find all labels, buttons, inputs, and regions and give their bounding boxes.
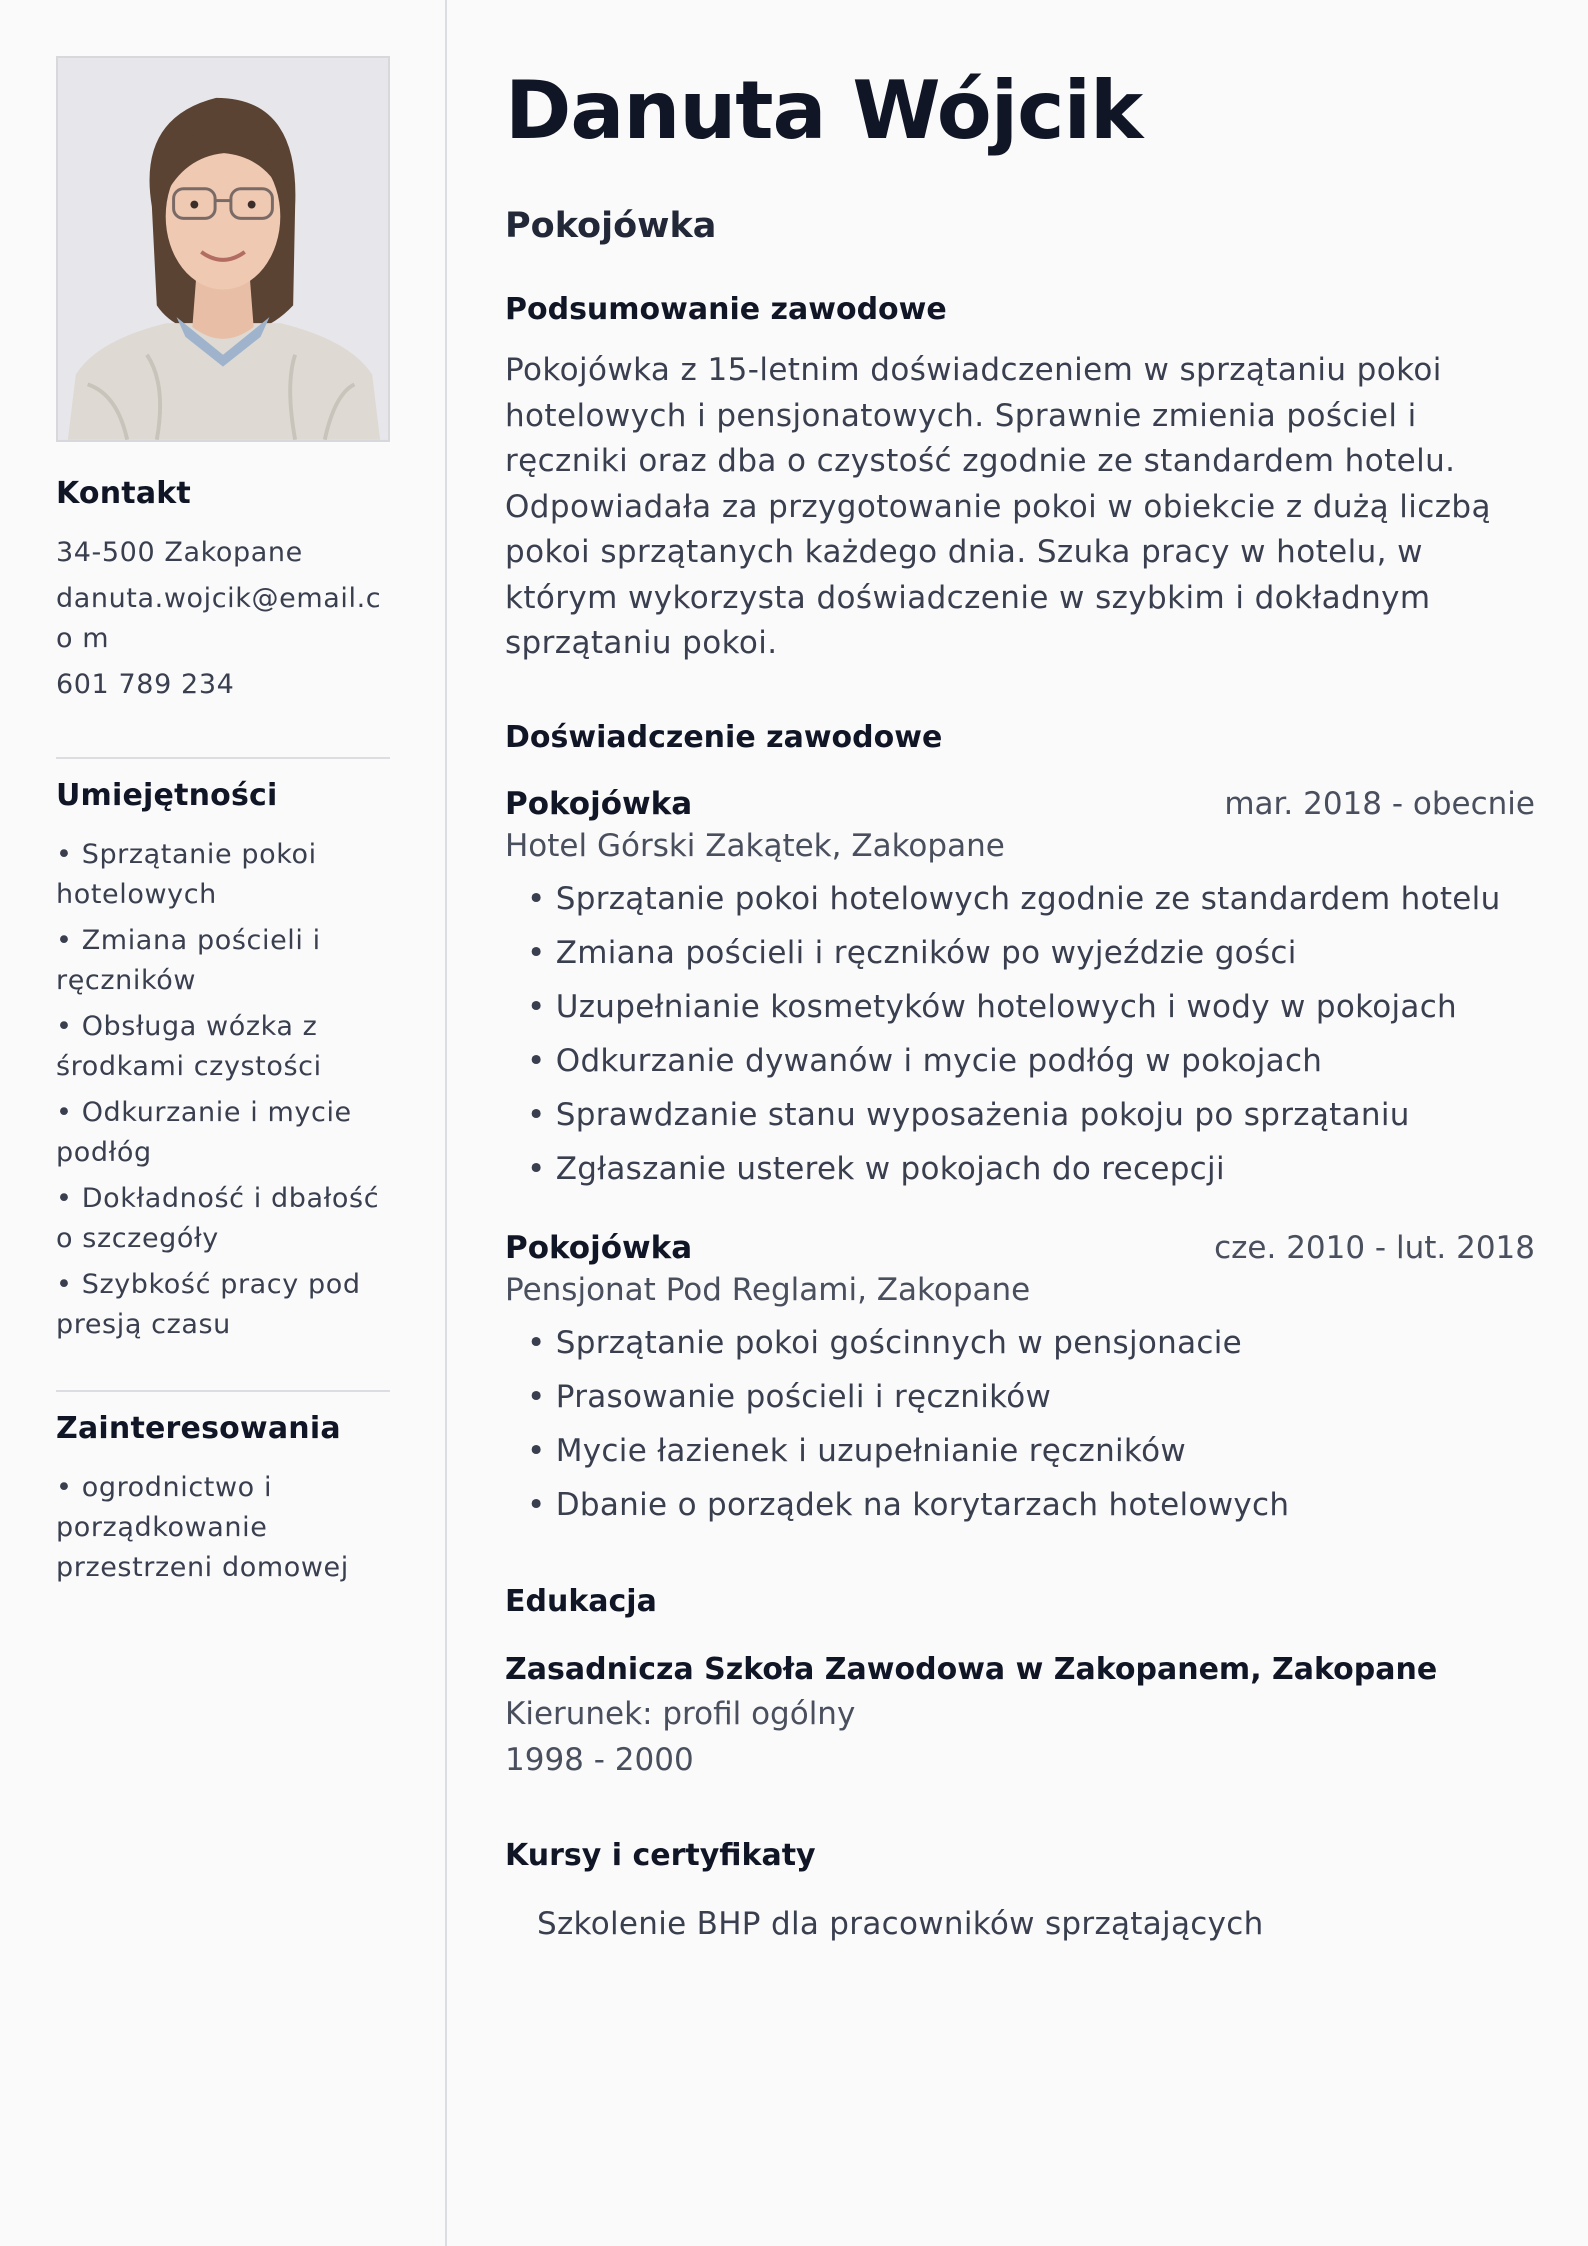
education-title: Edukacja bbox=[505, 1584, 657, 1619]
profile-photo bbox=[56, 56, 390, 442]
duty-item: • Dbanie o porządek na korytarzach hotelowych bbox=[527, 1487, 1290, 1523]
education-years: 1998 - 2000 bbox=[505, 1742, 694, 1778]
experience-title: Doświadczenie zawodowe bbox=[505, 720, 943, 755]
portrait-image bbox=[58, 58, 388, 440]
summary-title: Podsumowanie zawodowe bbox=[505, 292, 947, 327]
duty-item: • Mycie łazienek i uzupełnianie ręczników bbox=[527, 1433, 1187, 1469]
education-field: Kierunek: profil ogólny bbox=[505, 1696, 856, 1732]
duty-item: • Sprzątanie pokoi hotelowych zgodnie ze standardem hotelu bbox=[527, 881, 1501, 917]
sidebar bbox=[0, 0, 447, 2246]
job-title: Pokojówka bbox=[505, 786, 693, 822]
job-role: Pokojówka bbox=[505, 206, 717, 246]
job-entry bbox=[505, 786, 1535, 1196]
duty-item: • Sprzątanie pokoi gościnnych w pensjonacie bbox=[527, 1325, 1243, 1361]
skills-list bbox=[56, 835, 390, 1345]
job-date: mar. 2018 - obecnie bbox=[1224, 786, 1535, 822]
education-entry bbox=[505, 1652, 1437, 1783]
contact-title: Kontakt bbox=[56, 476, 191, 511]
job-date: cze. 2010 - lut. 2018 bbox=[1214, 1230, 1535, 1266]
person-name: Danuta Wójcik bbox=[505, 64, 1143, 157]
duty-item: • Odkurzanie dywanów i mycie podłóg w pokojach bbox=[527, 1043, 1323, 1079]
skills-section bbox=[56, 778, 390, 1351]
interests-list bbox=[56, 1468, 390, 1588]
courses-title: Kursy i certyfikaty bbox=[505, 1838, 816, 1873]
summary-text: Pokojówka z 15-letnim doświadczeniem w sprzątaniu pokoi hotelowych i pensjonatowych. Sprawnie zmienia pościel i ręczniki oraz dba o czystość zgodnie ze standardem hotelu. Odpowiadała za przygotowanie pokoi w obiekcie z dużą liczbą pokoi sprzątanych każdego dnia. Szuka pracy w hotelu, w którym wykorzysta doświadczenie w szybkim i dokładnym sprzątaniu pokoi. bbox=[505, 352, 1491, 661]
skill-item: • Zmiana pościeli i ręczników bbox=[56, 925, 321, 996]
interest-item: • ogrodnictwo i porządkowanie przestrzeni domowej bbox=[56, 1472, 349, 1583]
job-title: Pokojówka bbox=[505, 1230, 693, 1266]
job-duties bbox=[505, 872, 1535, 1196]
sidebar-divider bbox=[56, 757, 390, 759]
duty-item: • Sprawdzanie stanu wyposażenia pokoju po sprzątaniu bbox=[527, 1097, 1410, 1133]
job-entry bbox=[505, 1230, 1535, 1532]
interests-section bbox=[56, 1411, 390, 1594]
duty-item: • Uzupełnianie kosmetyków hotelowych i wody w pokojach bbox=[527, 989, 1458, 1025]
skills-title: Umiejętności bbox=[56, 778, 278, 813]
job-company: Hotel Górski Zakątek, Zakopane bbox=[505, 828, 1005, 864]
skill-item: • Sprzątanie pokoi hotelowych bbox=[56, 839, 317, 910]
duty-item: • Zgłaszanie usterek w pokojach do recepcji bbox=[527, 1151, 1225, 1187]
skill-item: • Dokładność i dbałość o szczegóły bbox=[56, 1183, 380, 1254]
skill-item: • Obsługa wózka z środkami czystości bbox=[56, 1011, 322, 1082]
contact-phone[interactable]: 601 789 234 bbox=[56, 669, 235, 700]
interests-title: Zainteresowania bbox=[56, 1411, 341, 1446]
contact-section bbox=[56, 476, 390, 705]
skill-item: • Odkurzanie i mycie podłóg bbox=[56, 1097, 352, 1168]
skill-item: • Szybkość pracy pod presją czasu bbox=[56, 1269, 361, 1340]
education-school: Zasadnicza Szkoła Zawodowa w Zakopanem, Zakopane bbox=[505, 1652, 1438, 1687]
duty-item: • Prasowanie pościeli i ręczników bbox=[527, 1379, 1052, 1415]
contact-address: 34-500 Zakopane bbox=[56, 537, 303, 568]
job-duties bbox=[505, 1316, 1535, 1532]
sidebar-divider bbox=[56, 1390, 390, 1392]
duty-item: • Zmiana pościeli i ręczników po wyjeździe gości bbox=[527, 935, 1297, 971]
contact-email[interactable]: danuta.wojcik@email.co m bbox=[56, 583, 382, 654]
job-company: Pensjonat Pod Reglami, Zakopane bbox=[505, 1272, 1031, 1308]
course-item: Szkolenie BHP dla pracowników sprzątających bbox=[537, 1906, 1264, 1942]
